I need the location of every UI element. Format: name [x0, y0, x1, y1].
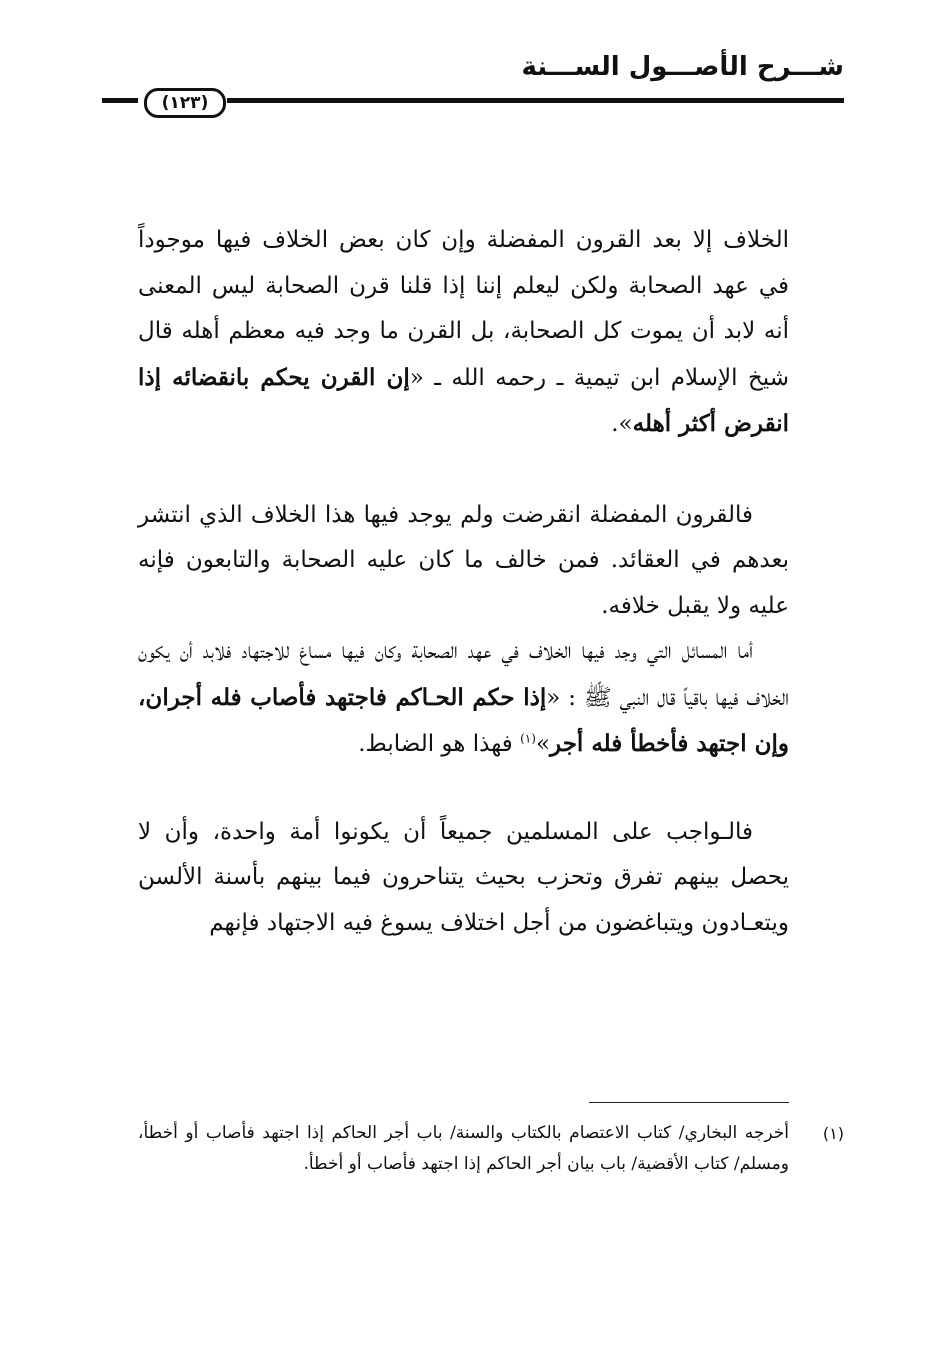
header-rule — [102, 93, 844, 113]
header-rule-left — [102, 98, 138, 103]
hadith-close: » — [535, 731, 551, 757]
main-text — [138, 218, 789, 946]
paragraph-3 — [138, 629, 789, 768]
paragraph-2 — [138, 493, 789, 630]
page-number: (١٢٣) — [144, 88, 226, 118]
paragraph-4-text: فالـواجب على المسلمين جميعاً أن يكونوا أمة واحدة، وأن لا يحصل بينهم تفرق وتحزب بحيث يتناحرون فيما بينهم بأسنة الألسن ويتعـادون ويتباغضون من أجل اختلاف يسوغ فيه الاجتهاد فإنهم — [138, 818, 789, 936]
hadith-quote: إذا حكم الحـاكم فاجتهد فأصاب فله أجران، وإن اجتهد فأخطأ فله أجر — [138, 683, 789, 757]
paragraph-1-end: ». — [611, 411, 633, 437]
paragraph-2-text: فالقرون المفضلة انقرضت ولم يوجد فيها هذا الخلاف الذي انتشر بعدهم في العقائد. فمن خالف ما كان عليه الصحابة والتابعون فإنه عليه ولا يقبل خلافه. — [138, 501, 789, 619]
footnote-separator — [589, 1102, 789, 1103]
footnote-number: (١) — [822, 1124, 844, 1143]
running-title: شـــرح الأصـــول الســـنة — [521, 52, 844, 82]
paragraph-3-text: أما المسائل التي وجد فيها الخلاف في عهد الصحابة وكان فيها مساغ للاجتهاد فلابد أن يكون الخلاف فيها باقياً قال النبي ﷺ : « — [138, 638, 789, 711]
footnote-text: أخرجه البخاري/ كتاب الاعتصام بالكتاب والسنة/ باب أجر الحاكم إذا اجتهد فأصاب أو أخطأ، ومسلم/ كتاب الأقضية/ باب بيان أجر الحاكم إذا اجتهد فأصاب أو أخطأ. — [138, 1123, 789, 1174]
paragraph-4 — [138, 810, 789, 947]
quote-ibn-taymiyyah: إن القرن يحكم بانقضائه إذا انقرض أكثر أهله — [138, 363, 789, 437]
paragraph-1-text: الخلاف إلا بعد القرون المفضلة وإن كان بعض الخلاف فيها موجوداً في عهد الصحابة ولكن ليعلم إننا إذا قلنا قرن الصحابة ليس المعنى أنه لابد أن يموت كل الصحابة، بل القرن ما وجد فيه معظم أهله قال شيخ الإسلام ابن تيمية ـ رحمه الله ـ « — [138, 227, 789, 391]
paragraph-1 — [138, 218, 789, 448]
footnotes — [138, 1118, 844, 1180]
footnote-reference: (١) — [520, 731, 536, 746]
footnote-item — [138, 1118, 844, 1180]
paragraph-3-end: فهذا هو الضابط. — [358, 731, 521, 757]
page-header — [102, 52, 844, 122]
header-rule-right — [227, 98, 844, 103]
